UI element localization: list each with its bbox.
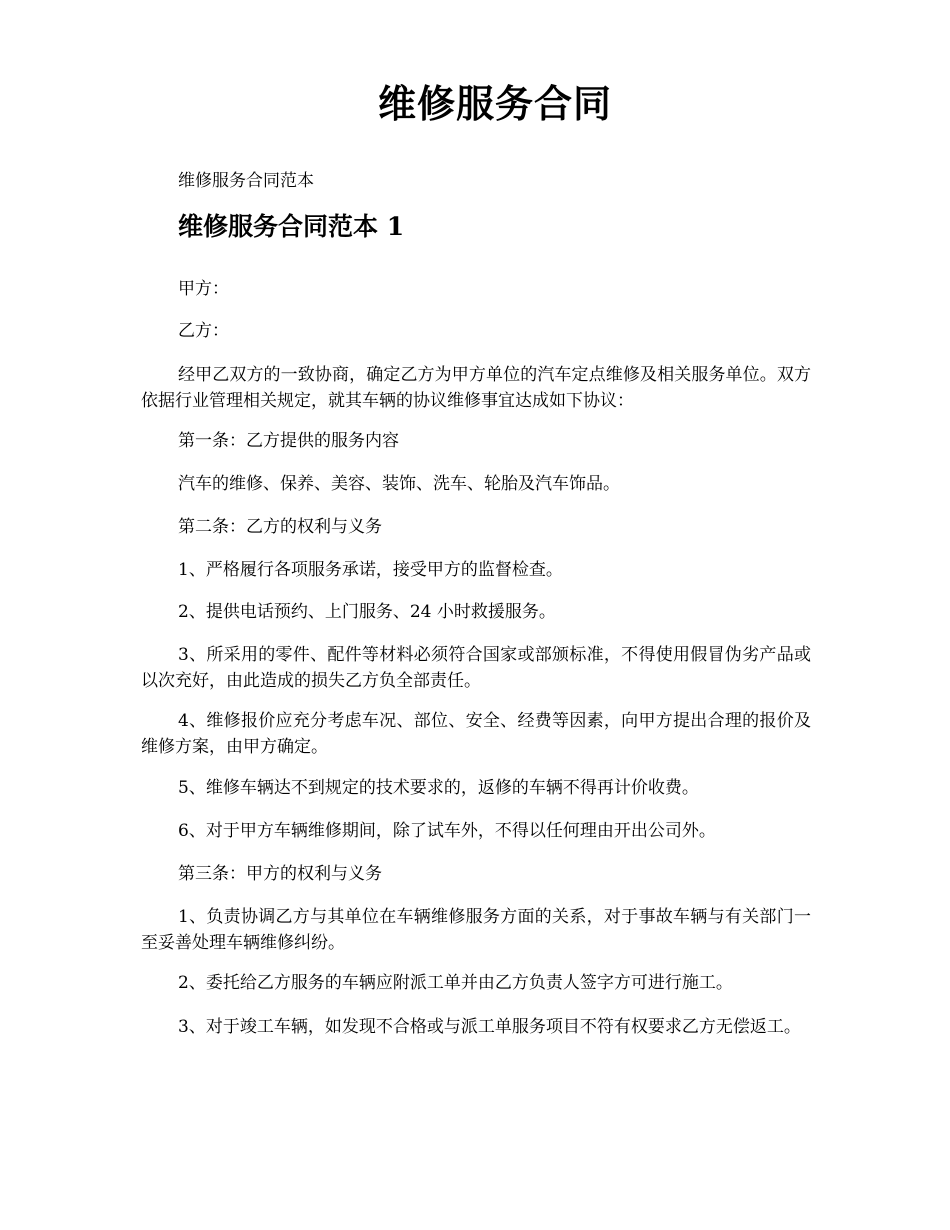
paragraph-item: 3、所采用的零件、配件等材料必须符合国家或部颁标准，不得使用假冒伪劣产品或以次充好，由此造成的损失乙方负全部责任。 [141, 645, 811, 691]
paragraph-item: 1、严格履行各项服务承诺，接受甲方的监督检查。 [178, 560, 563, 580]
paragraph-service-content: 汽车的维修、保养、美容、装饰、洗车、轮胎及汽车饰品。 [178, 474, 620, 494]
document-title: 维修服务合同 [377, 81, 612, 126]
paragraph-item: 3、对于竣工车辆，如发现不合格或与派工单服务项目不符有权要求乙方无偿返工。 [178, 1017, 801, 1037]
document-subtitle: 维修服务合同范本 [178, 171, 314, 191]
paragraph-item: 2、提供电话预约、上门服务、24 小时救援服务。 [178, 602, 556, 622]
paragraph-article-3: 第三条：甲方的权利与义务 [178, 864, 382, 884]
paragraph-party-a: 甲方： [178, 279, 229, 299]
paragraph-article-1: 第一条：乙方提供的服务内容 [178, 431, 399, 451]
paragraph-item: 2、委托给乙方服务的车辆应附派工单并由乙方负责人签字方可进行施工。 [178, 973, 733, 993]
paragraph-article-2: 第二条：乙方的权利与义务 [178, 517, 382, 537]
paragraph-item: 6、对于甲方车辆维修期间，除了试车外，不得以任何理由开出公司外。 [178, 821, 716, 841]
section-heading: 维修服务合同范本 1 [178, 212, 405, 241]
paragraph-item: 4、维修报价应充分考虑车况、部位、安全、经费等因素，向甲方提出合理的报价及维修方案，由甲方确定。 [141, 711, 811, 757]
paragraph-item: 1、负责协调乙方与其单位在车辆维修服务方面的关系，对于事故车辆与有关部门一至妥善处理车辆维修纠纷。 [141, 907, 811, 953]
paragraph-party-b: 乙方： [178, 321, 229, 341]
paragraph-item: 5、维修车辆达不到规定的技术要求的，返修的车辆不得再计价收费。 [178, 778, 699, 798]
paragraph-intro: 经甲乙双方的一致协商，确定乙方为甲方单位的汽车定点维修及相关服务单位。双方依据行业管理相关规定，就其车辆的协议维修事宜达成如下协议： [141, 365, 811, 411]
